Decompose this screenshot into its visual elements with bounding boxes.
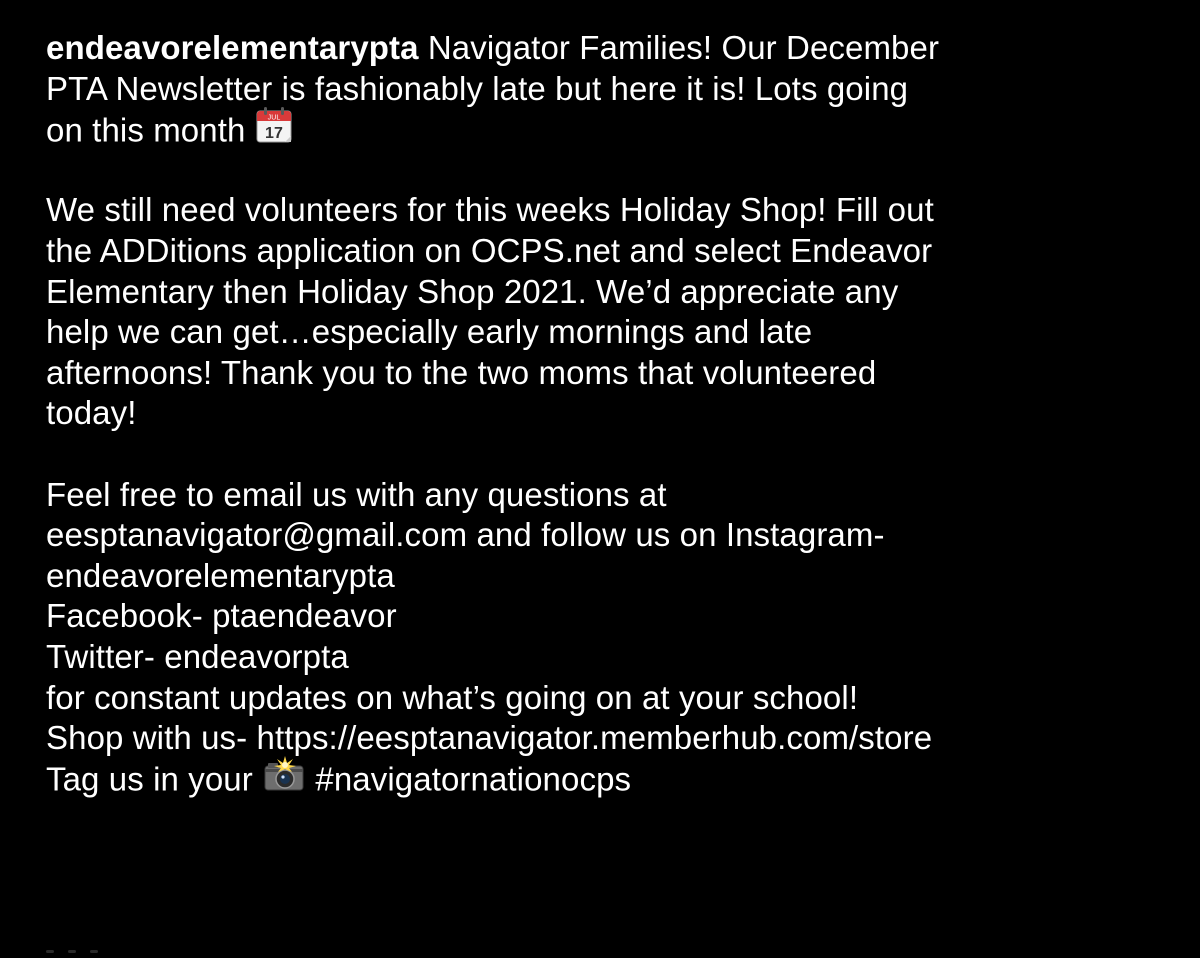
caption-line: Twitter- endeavorpta	[46, 637, 349, 675]
camera-flash-icon	[262, 756, 306, 802]
caption-text: on this month	[46, 111, 255, 149]
caption-line-last	[46, 759, 1186, 800]
caption-line: for constant updates on what’s going on at your school!	[46, 678, 859, 716]
paragraph-gap	[46, 150, 1186, 191]
caption-text: Navigator Families! Our December	[418, 29, 940, 66]
caption-line: today!	[46, 394, 137, 432]
caption-line: Feel free to email us with any questions at	[46, 475, 667, 513]
cut-off-text-row	[46, 940, 166, 954]
username-link[interactable]: endeavorelementarypta	[46, 29, 419, 66]
caption-line-2: PTA Newsletter is fashionably late but here it is! Lots going	[46, 69, 909, 107]
caption-text: Tag us in your	[46, 760, 263, 798]
caption-line-3	[46, 109, 1186, 150]
paragraph-gap	[46, 434, 1186, 475]
svg-text:17: 17	[264, 125, 283, 143]
caption-line: afternoons! Thank you to the two moms that volunteered	[46, 353, 877, 391]
caption-line: help we can get…especially early mornings and late	[46, 313, 813, 351]
calendar-icon	[255, 106, 293, 154]
caption-line: eesptanavigator@gmail.com and follow us on Instagram-	[46, 516, 885, 554]
caption-line: endeavorelementarypta	[46, 556, 395, 594]
caption-line: We still need volunteers for this weeks Holiday Shop! Fill out	[46, 191, 934, 229]
cut-off-mark	[90, 950, 98, 953]
caption-line: Facebook- ptaendeavor	[46, 597, 397, 635]
svg-text:JUL: JUL	[267, 114, 281, 122]
caption-line: Shop with us- https://eesptanavigator.memberhub.com/store	[46, 719, 933, 757]
cut-off-mark	[46, 950, 54, 953]
cut-off-mark	[68, 950, 76, 953]
caption-line: the ADDitions application on OCPS.net and select Endeavor	[46, 231, 933, 269]
caption-line: Elementary then Holiday Shop 2021. We’d appreciate any	[46, 272, 899, 310]
hashtag-link[interactable]: #navigatornationocps	[306, 760, 632, 798]
caption-line-1	[46, 28, 1186, 69]
post-caption	[46, 28, 1186, 799]
